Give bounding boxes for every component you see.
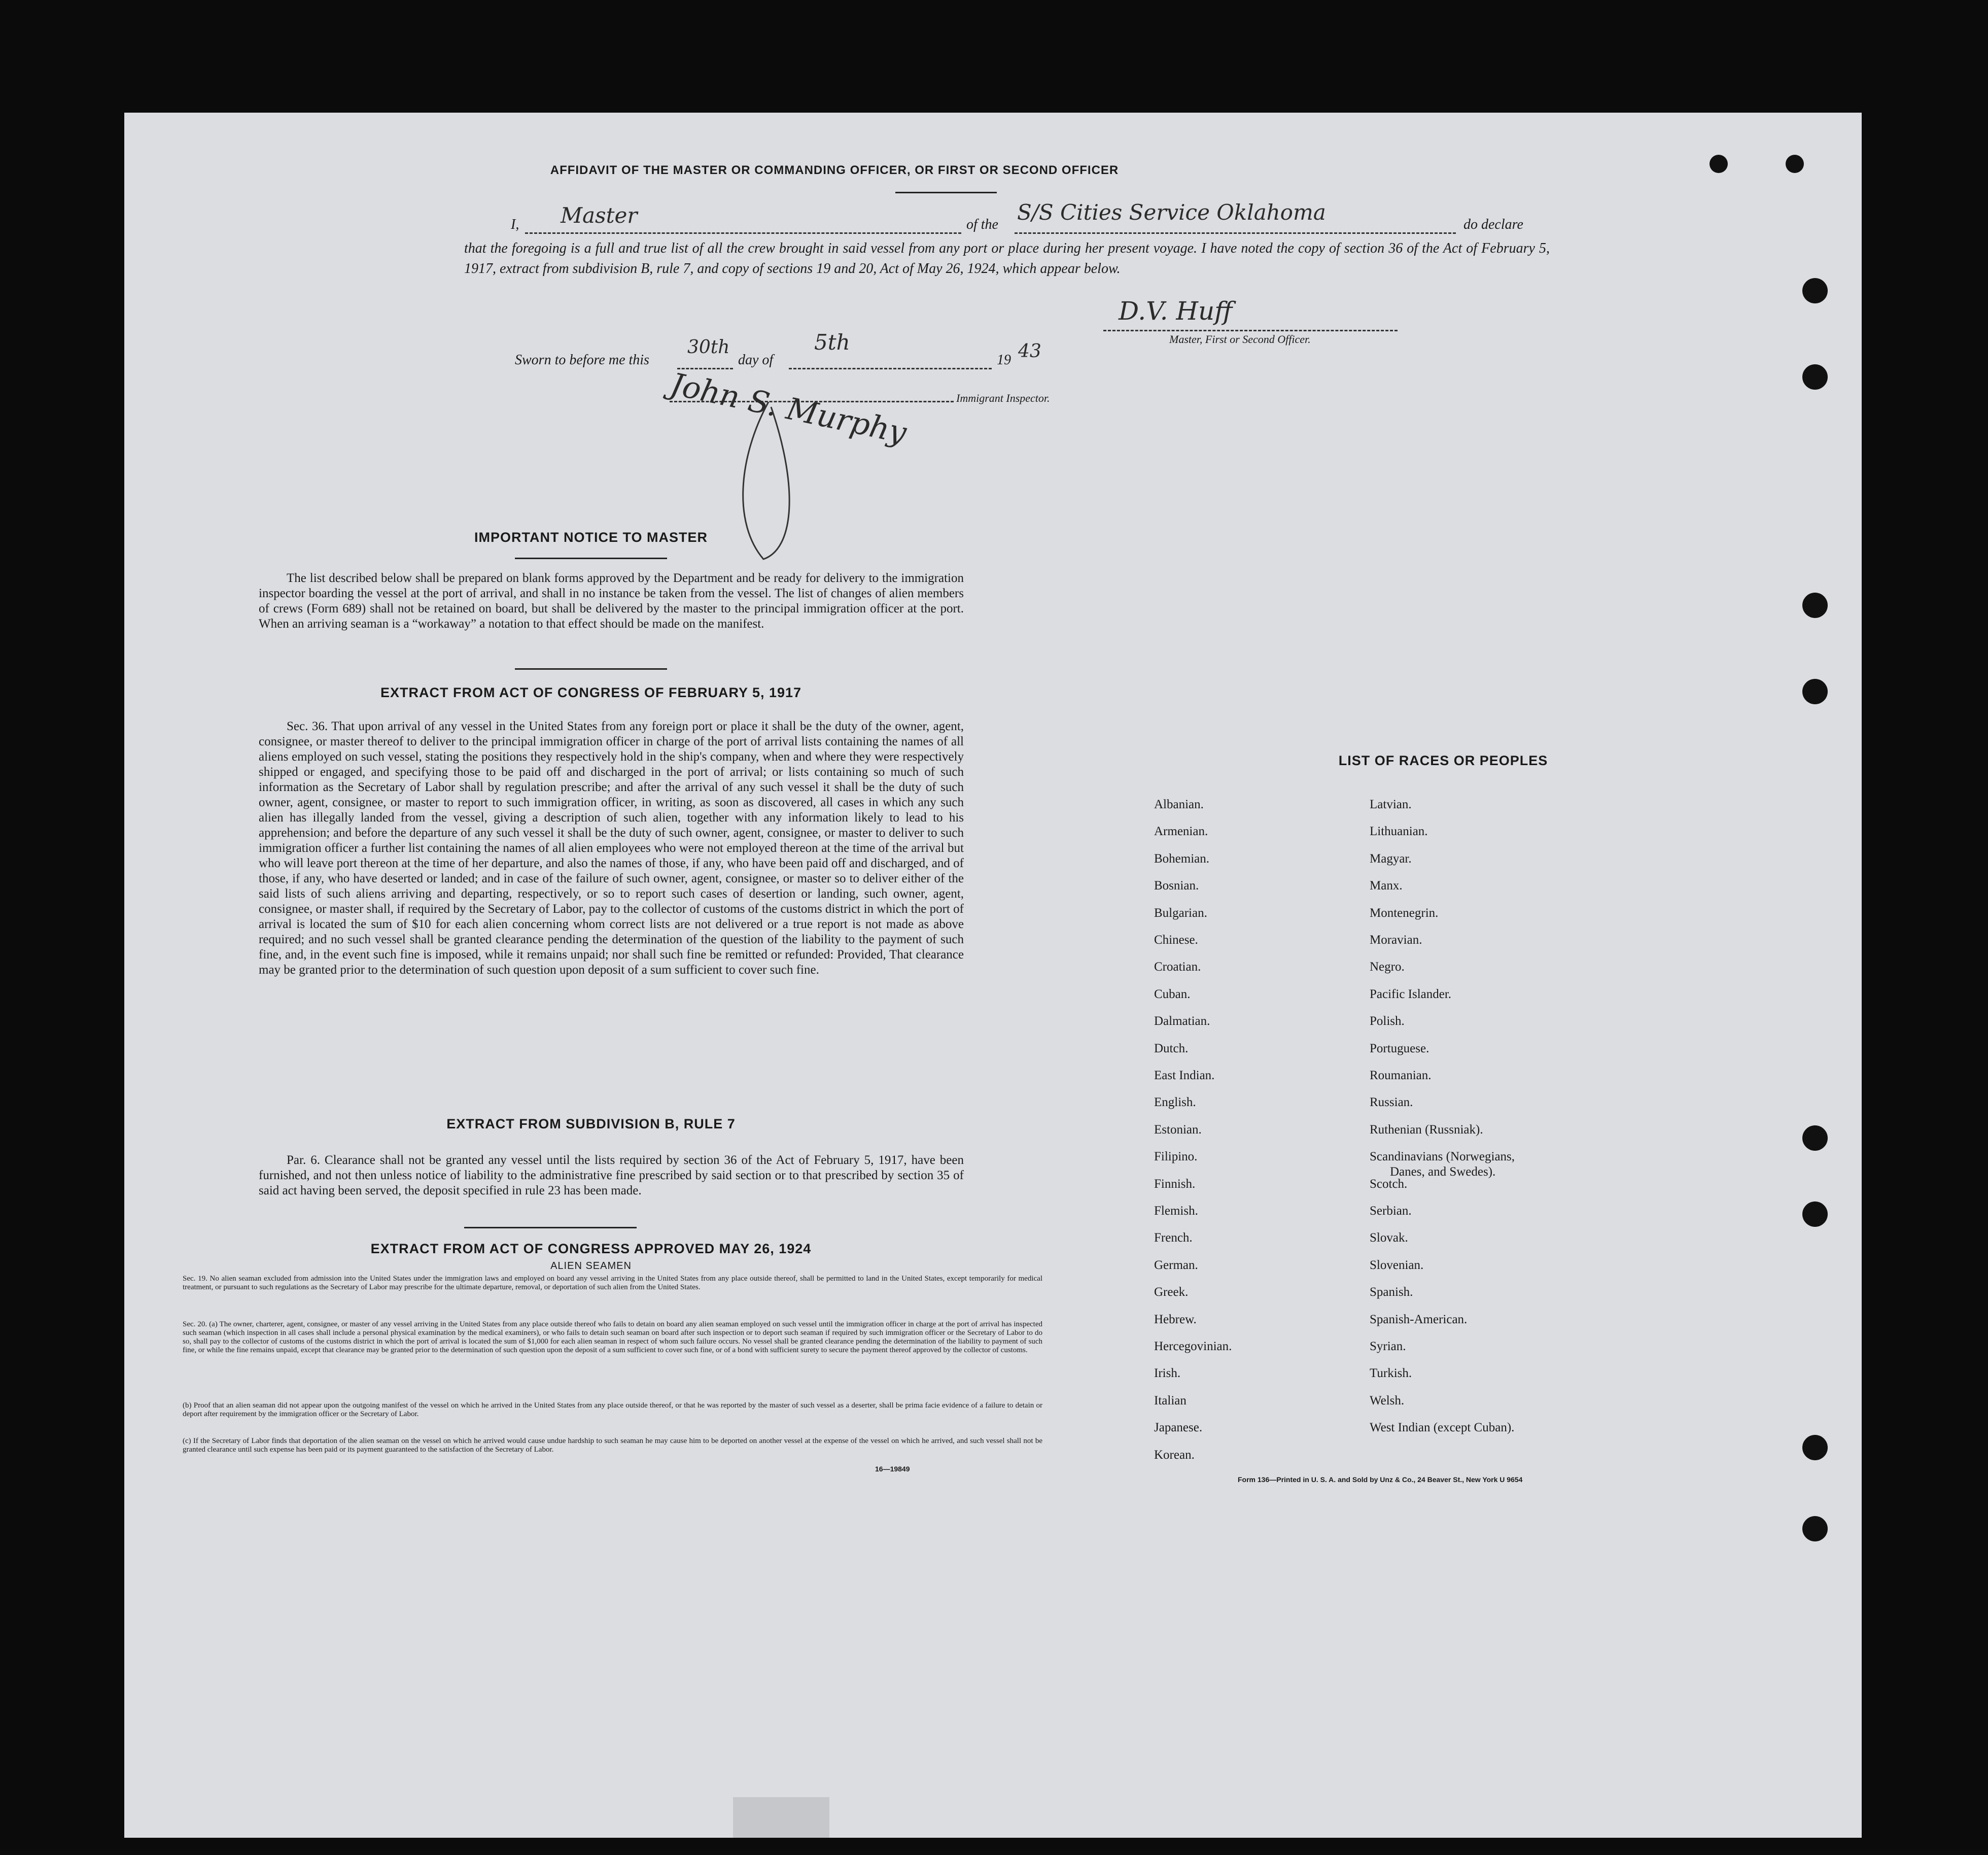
race-item: Magyar. [1370,851,1412,866]
race-item: Scandinavians (Norwegians, [1370,1150,1515,1164]
punch-hole [1802,593,1828,618]
race-item: Bulgarian. [1154,906,1207,920]
race-item: West Indian (except Cuban). [1370,1421,1515,1435]
punch-hole [1802,364,1828,390]
race-item: Cuban. [1154,987,1191,1001]
punch-hole [1710,155,1728,173]
punch-hole [1802,1201,1828,1227]
handwritten-year: 43 [1018,341,1041,362]
race-item: Moravian. [1370,933,1422,947]
sworn-prefix: Sworn to before me this [515,352,649,368]
race-item: Estonian. [1154,1122,1202,1137]
race-item: Portuguese. [1370,1041,1429,1055]
race-item: Albanian. [1154,798,1204,811]
document-page [124,113,1862,1838]
name-blank [525,232,961,234]
race-item: Hercegovinian. [1154,1339,1232,1353]
year-prefix: 19 [997,352,1011,368]
race-item: Dutch. [1154,1041,1189,1055]
race-item: Finnish. [1154,1177,1196,1191]
extract1924-sec20c: (c) If the Secretary of Labor finds that deportation of the alien seaman on the vessel on which he arrived would cause undue hardship to such seaman he may cause him to be deported on another vessel at the expense of the vessel on which he arrived, and such vessel shall not be granted clearance until such expense has been paid or its payment guaranteed to the satisfaction of the Secretary of Labor. [183,1437,1042,1454]
race-item: Latvian. [1370,798,1412,811]
title-rule [895,192,997,193]
race-item: Danes, and Swedes). [1390,1165,1496,1179]
race-item: English. [1154,1095,1196,1110]
extract1917-body: Sec. 36. That upon arrival of any vessel in the United States from any foreign port or place it shall be the duty of the owner, agent, consignee, or master thereof to deliver to the principal immigration officer in charge of the port of arrival lists containing the names of all aliens employed on such vessel, stating the positions they respectively hold in the ship's company, when and where they were respectively shipped or engaged, and specifying those to be paid off and discharged in the port of arrival; or lists containing so much of such information as the Secretary of Labor shall by regulation prescribe; and after the arrival of any such vessel it shall be the duty of such owner, agent, consignee, or master to report to such immigration officer, in writing, as soon as discovered, all cases in which any such alien has illegally landed from the vessel, giving a description of such alien, together with any information likely to lead to his apprehension; and before the departure of any such vessel it shall be the duty of such owner, agent, consignee, or master to deliver to such immigration officer a further list containing the names of all alien employees who were not employed thereon at the time of the arrival but who will leave port thereon at the time of her departure, and also the names of those, if any, who have been paid off and discharged, and of those, if any, who have deserted or landed; and in case of the failure of such owner, agent, consignee, or master so to deliver either of the said lists of such aliens arriving and departing, respectively, or so to report such cases of desertion or landing, such owner, agent, consignee, or master shall, if required by the Secretary of Labor, pay to the collector of customs of the customs district in which the port of arrival is located the sum of $10 for each alien concerning whom correct lists are not delivered or a true report is not made as above required; and no such vessel shall be granted clearance pending the determination of the question of the liability to the payment of such fine, and, in the event such fine is imposed, while it remains unpaid; nor shall such fine be remitted or refunded: Provided, That clearance may be granted prior to the determination of such question upon deposit of a sum sufficient to cover such fine. [259,719,964,977]
race-item: Polish. [1370,1014,1405,1028]
day-label: day of [738,352,774,368]
race-item: Pacific Islander. [1370,987,1452,1001]
extract1924-sec20a: Sec. 20. (a) The owner, charterer, agent, consignee, or master of any vessel arriving in the United States from any place outside thereof who fails to detain on board any alien seaman employed on such vessel until the immigration officer in charge at the port of arrival has inspected such seaman (which inspection in all cases shall include a personal physical examination by the medical examiners), or who fails to detain such seaman on board after such inspection or to deport such seaman if required by such immigration officer or the Secretary of Labor to do so, shall pay to the collector of customs of the customs district in which the port of arrival is located the sum of $1,000 for each alien seaman in respect of whom such failure occurs. No vessel shall be granted clearance pending the determination of the liability to payment of such fine, or while the fine remains unpaid, except that clearance may be granted prior to the determination of such question upon the deposit of a sum sufficient to cover such fine, or of a bond with sufficient surety to secure the payment thereof approved by the collector of customs. [183,1320,1042,1354]
race-item: Bosnian. [1154,879,1199,893]
extract1924-subtitle: ALIEN SEAMEN [550,1260,632,1272]
form-footer: Form 136—Printed in U. S. A. and Sold by Unz & Co., 24 Beaver St., New York U 9654 [1238,1475,1523,1484]
punch-hole [1786,155,1804,173]
handwritten-vessel: S/S Cities Service Oklahoma [1017,200,1326,225]
race-item: Bohemian. [1154,851,1210,866]
race-item: Montenegrin. [1370,906,1439,920]
notice-body: The list described below shall be prepared on blank forms approved by the Department and be ready for delivery to the immigration inspector boarding the vessel at the port of arrival, and shall in no instance be taken from the vessel. The list of changes of alien members of crews (Form 689) shall not be retained on board, but shall be delivered by the master to the principal immigration officer at the port. When an arriving seaman is a “workaway” a notation to that effect should be made on the manifest. [259,571,964,631]
race-item: Lithuanian. [1370,825,1428,839]
race-item: Serbian. [1370,1204,1412,1218]
month-blank [789,368,992,369]
punch-hole [1802,1435,1828,1460]
race-item: Russian. [1370,1095,1413,1110]
race-item: Slovak. [1370,1231,1408,1245]
race-item: French. [1154,1231,1193,1245]
handwritten-day: 30th [687,337,730,358]
race-item: Armenian. [1154,825,1208,839]
race-item: Turkish. [1370,1366,1412,1381]
race-item: Greek. [1154,1285,1189,1299]
rule7-end-rule [464,1227,637,1228]
race-item: Chinese. [1154,933,1198,947]
notice-rule [515,558,667,559]
affidavit-line1-suffix: do declare [1463,217,1523,232]
affidavit-line1-mid: of the [966,217,998,232]
signature-blank [1103,330,1398,331]
race-item: Hebrew. [1154,1312,1197,1326]
race-item: Spanish-American. [1370,1312,1468,1326]
race-item: Italian [1154,1393,1187,1407]
race-item: Irish. [1154,1366,1181,1381]
vessel-blank [1015,232,1456,234]
race-item: Filipino. [1154,1150,1198,1164]
race-item: German. [1154,1258,1198,1272]
inspector-caption: Immigrant Inspector. [956,392,1050,404]
extract1924-sec20b: (b) Proof that an alien seaman did not appear upon the outgoing manifest of the vessel on which he arrived in the United States from any place outside thereof, or that he was reported by the master of such vessel as a deserter, shall be prima facie evidence of a failure to detain or deport after requirement by the immigration officer or the Secretary of Labor. [183,1401,1042,1418]
race-item: Croatian. [1154,960,1201,974]
race-item: Syrian. [1370,1339,1406,1353]
punch-hole [1802,1125,1828,1151]
handwritten-month: 5th [814,330,850,355]
race-item: Flemish. [1154,1204,1198,1218]
inspector-signature: John S. Murphy [667,366,910,451]
signature-caption: Master, First or Second Officer. [1169,333,1311,346]
race-item: Slovenian. [1370,1258,1424,1272]
race-item: Manx. [1370,879,1403,893]
race-item: Ruthenian (Russniak). [1370,1122,1483,1137]
notice-end-rule [515,668,667,670]
punch-hole [1802,278,1828,303]
race-item: Negro. [1370,960,1405,974]
rule7-title: EXTRACT FROM SUBDIVISION B, RULE 7 [446,1116,736,1131]
master-signature: D.V. Huff [1119,296,1233,326]
form-code: 16—19849 [875,1465,910,1473]
rule7-body: Par. 6. Clearance shall not be granted any vessel until the lists required by section 36 of the Act of February 5, 1917, have been furnished, and not then unless notice of liability to the administrative fine prescribed by said section or to that prescribed by section 35 of said act having been served, the deposit specified in rule 23 has been made. [259,1153,964,1197]
extract1917-title: EXTRACT FROM ACT OF CONGRESS OF FEBRUARY 5, 1917 [380,685,802,700]
race-item: Dalmatian. [1154,1014,1210,1028]
race-item: Japanese. [1154,1421,1203,1435]
race-item: Scotch. [1370,1177,1408,1191]
extract1924-sec19: Sec. 19. No alien seaman excluded from admission into the United States under the immigration laws and employed on board any vessel arriving in the United States from any place outside thereof, shall be permitted to land in the United States, except temporarily for medical treatment, or pursuant to such regulations as the Secretary of Labor may prescribe for the ultimate departure, removal, or deportation of such alien from the United States. [183,1275,1042,1291]
race-item: Welsh. [1370,1393,1405,1407]
race-item: Korean. [1154,1448,1195,1462]
affidavit-title: AFFIDAVIT OF THE MASTER OR COMMANDING OFFICER, OR FIRST OR SECOND OFFICER [550,163,1119,177]
races-title: LIST OF RACES OR PEOPLES [1338,753,1548,768]
affidavit-body: that the foregoing is a full and true list of all the crew brought in said vessel from any port or place during her present voyage. I have noted the copy of section 36 of the Act of February 5, 1917, extract from subdivision B, rule 7, and copy of sections 19 and 20, Act of May 26, 1924, which appear below. [464,241,1550,277]
punch-hole [1802,679,1828,704]
affidavit-line1-prefix: I, [511,217,519,232]
punch-hole [1802,1516,1828,1541]
race-item: Roumanian. [1370,1069,1432,1082]
notice-title: IMPORTANT NOTICE TO MASTER [474,530,708,545]
extract1924-title: EXTRACT FROM ACT OF CONGRESS APPROVED MAY 26, 1924 [370,1241,812,1256]
race-item: East Indian. [1154,1069,1215,1082]
race-item: Spanish. [1370,1285,1413,1299]
paper-patch [733,1797,829,1838]
handwritten-rank: Master [561,203,638,228]
